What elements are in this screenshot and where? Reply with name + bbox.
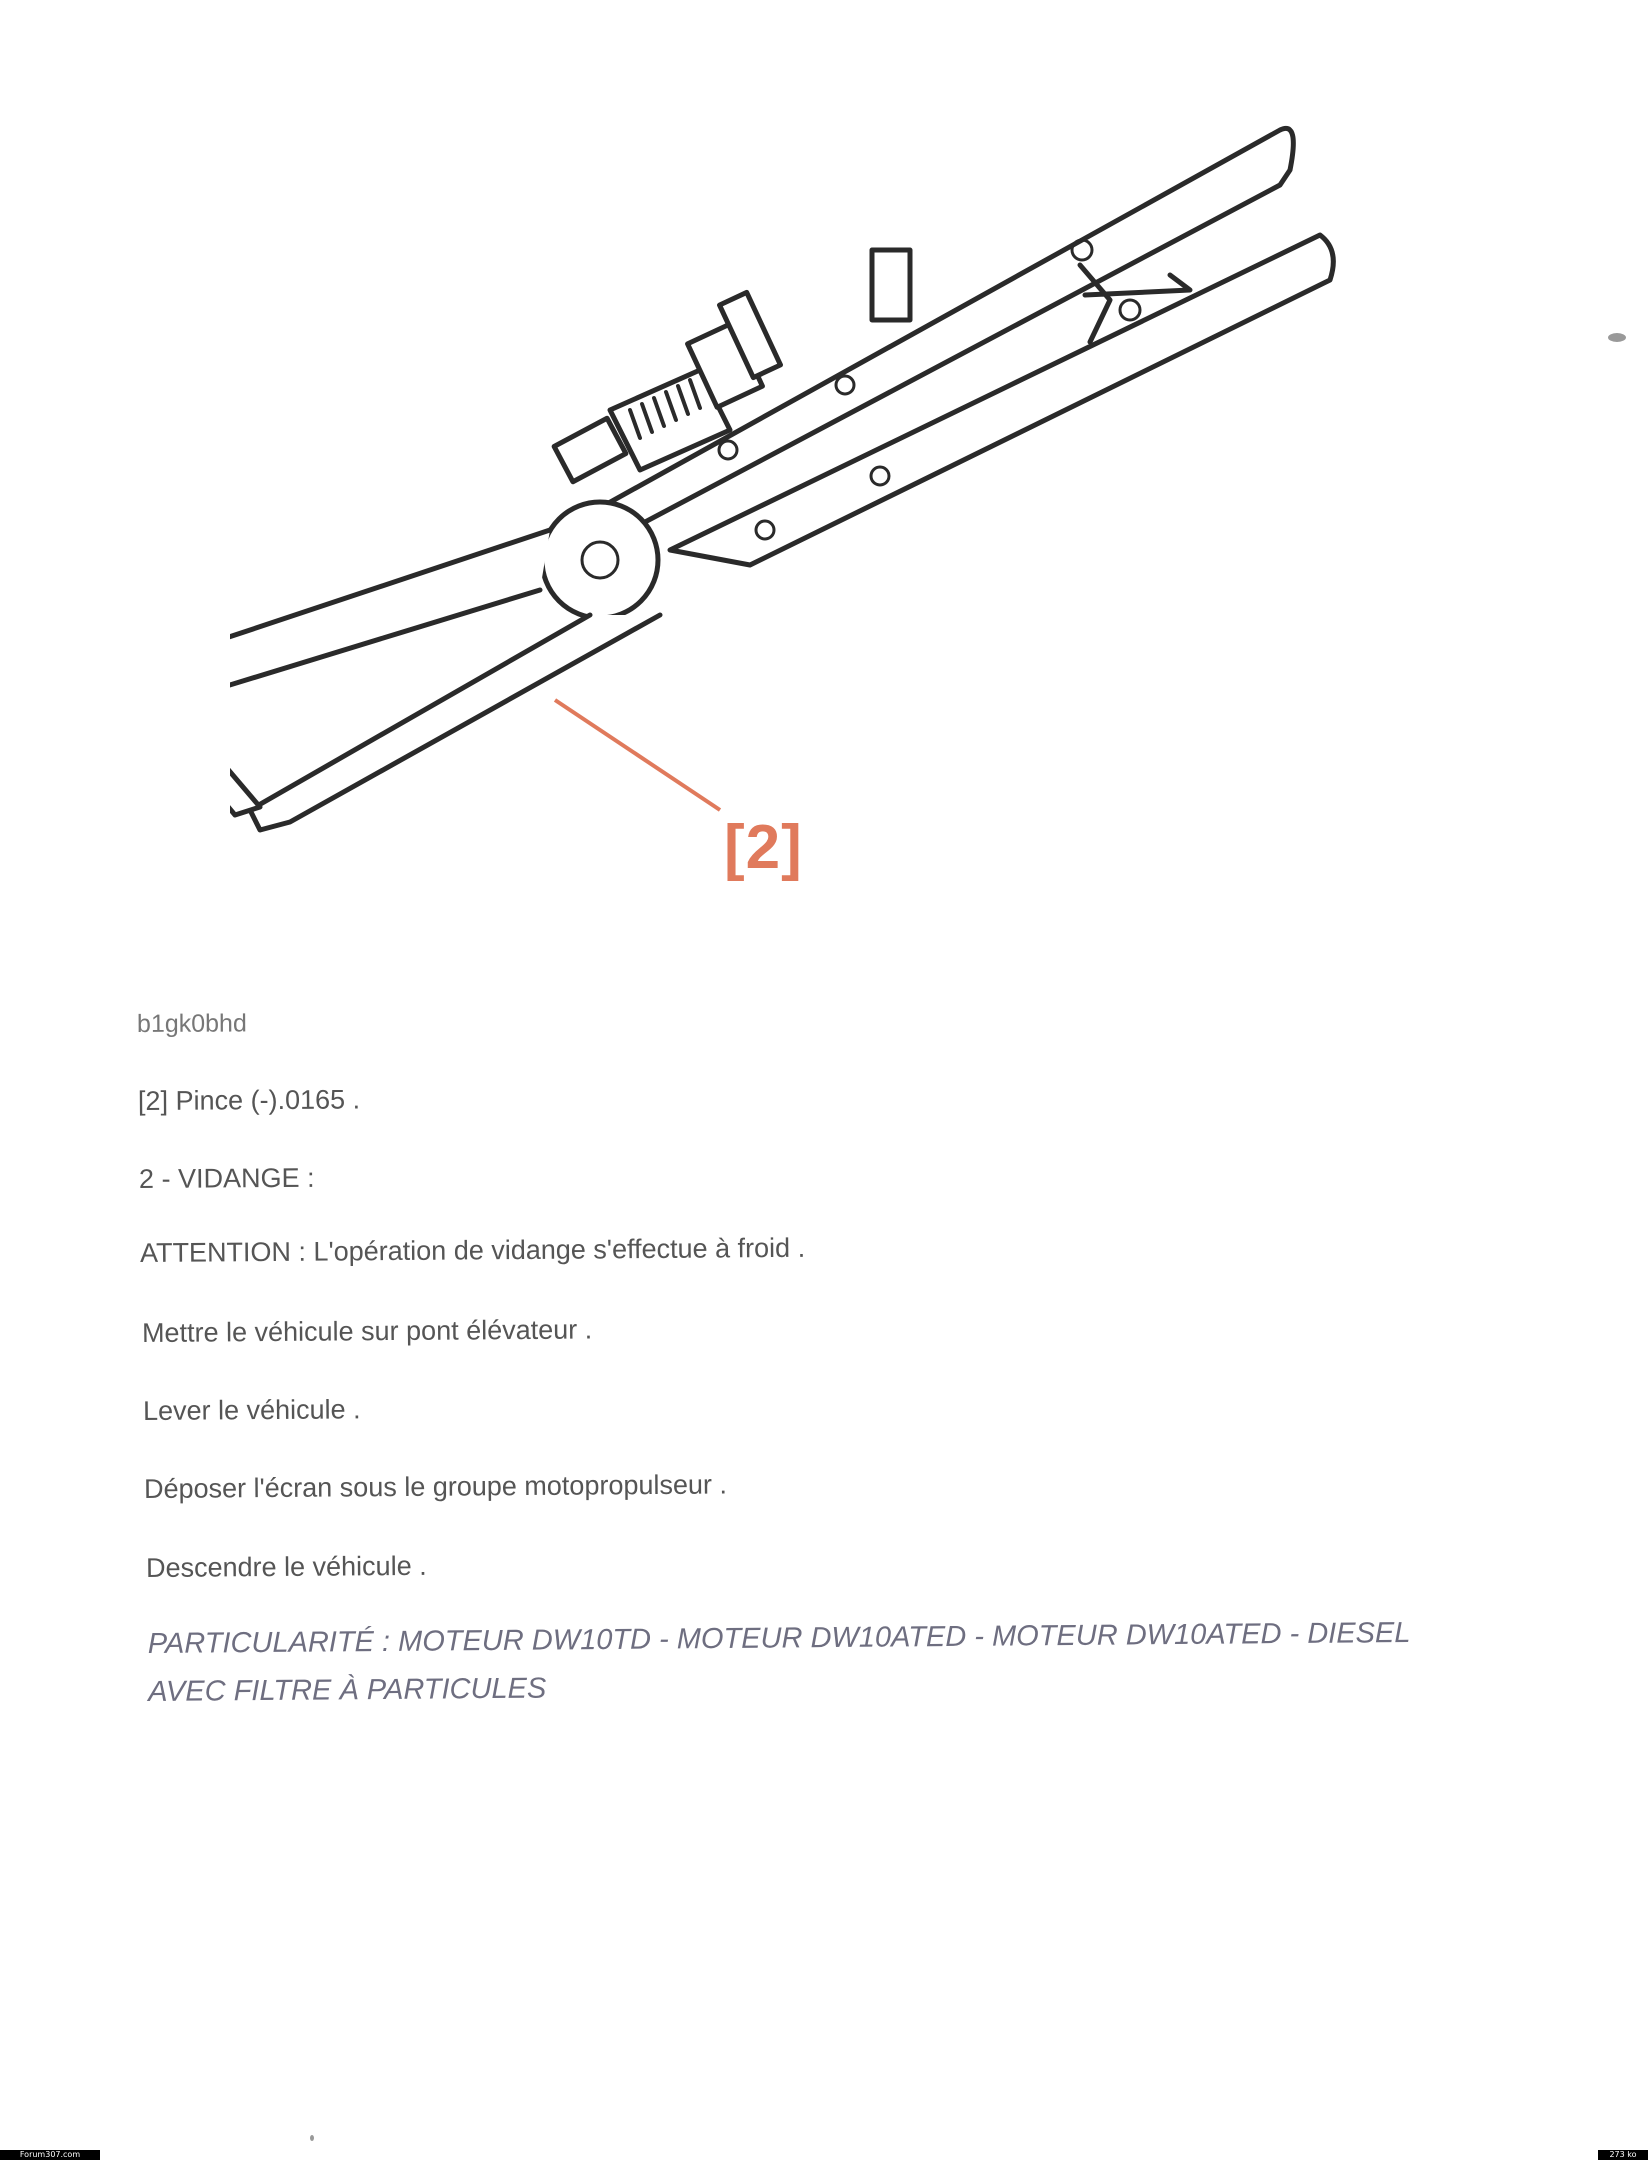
scan-speck xyxy=(310,2135,314,2141)
clamp-pliers-illustration xyxy=(230,110,1410,900)
step-line: Descendre le véhicule . xyxy=(145,1550,427,1583)
section-heading: 2 - VIDANGE : xyxy=(138,1162,315,1194)
footer-filesize: 273 ko xyxy=(1598,2150,1648,2160)
step-line: Lever le véhicule . xyxy=(142,1394,361,1426)
step-line: Déposer l'écran sous le groupe motopropulseur . xyxy=(143,1469,728,1504)
step-line: Mettre le véhicule sur pont élévateur . xyxy=(141,1314,593,1348)
document-code: b1gk0bhd xyxy=(136,1009,247,1038)
scan-speck xyxy=(1608,333,1626,342)
footer-watermark-left: Forum307.com xyxy=(0,2150,100,2160)
warning-line: ATTENTION : L'opération de vidange s'effectue à froid . xyxy=(139,1232,806,1268)
callout-leader-line xyxy=(555,700,720,810)
tool-reference-line: [2] Pince (-).0165 . xyxy=(137,1084,361,1116)
callout-label: [2] xyxy=(724,813,803,882)
particularity-note: PARTICULARITÉ : MOTEUR DW10TD - MOTEUR DW10ATED - MOTEUR DW10ATED - DIESEL AVEC FILTRE À PARTICULES xyxy=(147,1616,1411,1708)
